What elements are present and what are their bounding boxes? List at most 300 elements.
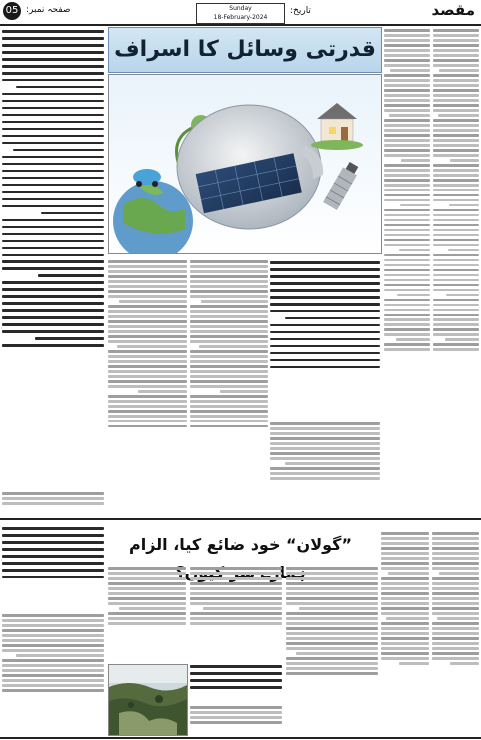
- text-line: [190, 385, 268, 388]
- text-line: [190, 375, 268, 378]
- text-line: [190, 572, 282, 575]
- text-line: [381, 537, 429, 540]
- text-line: [2, 142, 104, 145]
- text-line: [190, 370, 268, 373]
- text-line: [286, 667, 378, 670]
- text-line: [384, 229, 430, 232]
- text-line: [108, 280, 187, 283]
- text-line: [190, 420, 268, 423]
- text-line: [270, 432, 380, 435]
- text-line: [190, 577, 282, 580]
- text-line: [108, 310, 187, 313]
- text-line: [400, 204, 430, 207]
- text-line: [108, 270, 187, 273]
- text-line: [384, 309, 430, 312]
- text-line: [108, 410, 187, 413]
- text-line: [433, 44, 479, 47]
- text-line: [2, 527, 104, 530]
- text-line: [108, 405, 187, 408]
- text-line: [384, 119, 430, 122]
- text-line: [285, 317, 380, 320]
- text-line: [2, 100, 104, 103]
- text-line: [270, 472, 380, 475]
- text-line: [432, 537, 479, 540]
- text-line: [2, 497, 104, 500]
- text-line: [2, 107, 104, 110]
- text-line: [384, 139, 430, 142]
- text-line: [286, 637, 378, 640]
- text-line: [384, 314, 430, 317]
- text-line: [401, 159, 430, 162]
- text-line: [381, 577, 429, 580]
- text-line: [119, 607, 186, 610]
- text-line: [433, 304, 479, 307]
- text-line: [108, 622, 186, 625]
- text-line: [190, 622, 282, 625]
- text-line: [286, 592, 378, 595]
- text-line: [381, 612, 429, 615]
- text-line: [108, 365, 187, 368]
- text-line: [2, 93, 104, 96]
- text-line: [432, 552, 479, 555]
- text-line: [433, 174, 479, 177]
- article2-column-right-a: [381, 530, 429, 734]
- text-line: [270, 477, 380, 480]
- page-number-label: صفحہ نمبر:: [26, 5, 71, 15]
- text-line: [448, 249, 479, 252]
- text-line: [381, 592, 429, 595]
- text-line: [433, 144, 479, 147]
- text-line: [270, 352, 380, 355]
- text-line: [433, 259, 479, 262]
- text-line: [190, 295, 268, 298]
- text-line: [270, 261, 380, 264]
- text-line: [2, 684, 104, 687]
- text-line: [433, 104, 479, 107]
- article2-column-3: [286, 565, 378, 734]
- text-line: [270, 457, 380, 460]
- text-line: [381, 582, 429, 585]
- article1-intro-column: [2, 27, 104, 487]
- text-line: [433, 64, 479, 67]
- header-rule: [0, 24, 481, 26]
- text-line: [2, 65, 104, 68]
- text-line: [384, 318, 430, 321]
- text-line: [2, 58, 104, 61]
- text-line: [384, 39, 430, 42]
- text-line: [285, 462, 380, 465]
- text-line: [433, 194, 479, 197]
- text-line: [270, 275, 380, 278]
- text-line: [286, 567, 378, 570]
- text-line: [190, 612, 282, 615]
- text-line: [2, 260, 104, 263]
- text-line: [384, 189, 430, 192]
- text-line: [2, 156, 104, 159]
- text-line: [2, 226, 104, 229]
- text-line: [286, 612, 378, 615]
- text-line: [190, 587, 282, 590]
- text-line: [190, 360, 268, 363]
- text-line: [381, 607, 429, 610]
- text-line: [16, 654, 104, 657]
- text-line: [108, 350, 187, 353]
- text-line: [190, 320, 268, 323]
- text-line: [270, 427, 380, 430]
- day-text: Sunday: [229, 5, 252, 12]
- text-line: [384, 59, 430, 62]
- text-line: [108, 305, 187, 308]
- text-line: [190, 350, 268, 353]
- text-line: [381, 562, 429, 565]
- text-line: [190, 721, 282, 724]
- text-line: [270, 324, 380, 327]
- text-line: [108, 567, 186, 570]
- text-line: [2, 330, 104, 333]
- text-line: [108, 330, 187, 333]
- text-line: [270, 296, 380, 299]
- text-line: [384, 99, 430, 102]
- text-line: [270, 282, 380, 285]
- text-line: [270, 366, 380, 369]
- article1-column-left: [108, 258, 187, 514]
- text-line: [433, 99, 479, 102]
- text-line: [384, 64, 430, 67]
- text-line: [433, 314, 479, 317]
- text-line: [433, 169, 479, 172]
- text-line: [2, 534, 104, 537]
- text-line: [108, 592, 186, 595]
- text-line: [108, 325, 187, 328]
- article1-column-mid: [190, 258, 268, 514]
- text-line: [286, 632, 378, 635]
- text-line: [384, 209, 430, 212]
- text-line: [433, 184, 479, 187]
- text-line: [433, 274, 479, 277]
- text-line: [190, 380, 268, 383]
- text-line: [433, 343, 479, 346]
- text-line: [108, 572, 186, 575]
- text-line: [108, 355, 187, 358]
- text-line: [433, 154, 479, 157]
- text-line: [438, 114, 479, 117]
- text-line: [108, 265, 187, 268]
- text-line: [190, 395, 268, 398]
- text-line: [270, 303, 380, 306]
- text-line: [432, 597, 479, 600]
- text-line: [384, 239, 430, 242]
- text-line: [381, 587, 429, 590]
- text-line: [2, 170, 104, 173]
- text-line: [2, 555, 104, 558]
- text-line: [270, 447, 380, 450]
- text-line: [433, 84, 479, 87]
- text-line: [384, 279, 430, 282]
- text-line: [432, 587, 479, 590]
- text-line: [119, 300, 187, 303]
- text-line: [190, 711, 282, 714]
- text-line: [2, 644, 104, 647]
- footer-rule: [0, 737, 481, 739]
- text-line: [384, 264, 430, 267]
- text-line: [286, 577, 378, 580]
- text-line: [384, 174, 430, 177]
- text-line: [399, 249, 430, 252]
- text-line: [2, 689, 104, 692]
- text-line: [384, 54, 430, 57]
- text-line: [381, 652, 429, 655]
- text-line: [270, 338, 380, 341]
- text-line: [433, 323, 479, 326]
- text-line: [270, 345, 380, 348]
- page-header: [0, 0, 481, 24]
- text-line: [190, 315, 268, 318]
- text-line: [432, 542, 479, 545]
- text-line: [270, 467, 380, 470]
- text-line: [108, 315, 187, 318]
- text-line: [13, 149, 104, 152]
- text-line: [286, 617, 378, 620]
- text-line: [384, 84, 430, 87]
- text-line: [2, 316, 104, 319]
- text-line: [433, 244, 479, 247]
- text-line: [390, 69, 430, 72]
- text-line: [433, 318, 479, 321]
- text-line: [2, 569, 104, 572]
- text-line: [433, 309, 479, 312]
- page-number-badge: 05: [3, 2, 21, 20]
- text-line: [16, 86, 104, 89]
- article2-column-left: [2, 612, 104, 734]
- text-line: [384, 134, 430, 137]
- text-line: [384, 94, 430, 97]
- text-line: [384, 299, 430, 302]
- text-line: [433, 134, 479, 137]
- text-line: [439, 572, 479, 575]
- text-line: [384, 164, 430, 167]
- text-line: [381, 597, 429, 600]
- text-line: [2, 288, 104, 291]
- text-line: [2, 323, 104, 326]
- text-line: [381, 567, 429, 570]
- date-label: تاریخ:: [290, 6, 311, 16]
- text-line: [433, 109, 479, 112]
- text-line: [138, 390, 187, 393]
- text-line: [450, 662, 479, 665]
- text-line: [108, 360, 187, 363]
- text-line: [2, 344, 104, 347]
- text-line: [384, 169, 430, 172]
- article2-bold-column: [2, 524, 104, 608]
- text-line: [2, 267, 104, 270]
- text-line: [384, 219, 430, 222]
- newspaper-brand: مقصد: [431, 1, 475, 19]
- text-line: [203, 607, 282, 610]
- text-line: [270, 452, 380, 455]
- text-line: [117, 345, 187, 348]
- text-line: [190, 679, 282, 682]
- text-line: [433, 164, 479, 167]
- text-line: [2, 624, 104, 627]
- text-line: [432, 652, 479, 655]
- text-line: [108, 597, 186, 600]
- text-line: [108, 425, 187, 428]
- text-line: [190, 355, 268, 358]
- text-line: [190, 260, 268, 263]
- text-line: [384, 343, 430, 346]
- text-line: [384, 274, 430, 277]
- text-line: [384, 254, 430, 257]
- text-line: [2, 639, 104, 642]
- text-line: [2, 184, 104, 187]
- text-line: [432, 532, 479, 535]
- text-line: [433, 219, 479, 222]
- text-line: [108, 260, 187, 263]
- text-line: [108, 285, 187, 288]
- text-line: [432, 607, 479, 610]
- text-line: [433, 124, 479, 127]
- text-line: [384, 284, 430, 287]
- text-line: [2, 72, 104, 75]
- text-line: [433, 224, 479, 227]
- text-line: [270, 268, 380, 271]
- text-line: [384, 214, 430, 217]
- golan-landscape-photo: [108, 664, 188, 736]
- text-line: [108, 290, 187, 293]
- text-line: [384, 109, 430, 112]
- text-line: [190, 330, 268, 333]
- text-line: [433, 239, 479, 242]
- article1-headline: قدرتی وسائل کا اسراف: [108, 27, 382, 73]
- text-line: [2, 247, 104, 250]
- text-line: [2, 679, 104, 682]
- text-line: [433, 214, 479, 217]
- text-line: [381, 637, 429, 640]
- text-line: [2, 541, 104, 544]
- text-line: [108, 612, 186, 615]
- text-line: [108, 577, 186, 580]
- section-divider: [0, 518, 481, 520]
- text-line: [432, 612, 479, 615]
- text-line: [286, 647, 378, 650]
- text-line: [2, 198, 104, 201]
- text-line: [286, 672, 378, 675]
- text-line: [2, 629, 104, 632]
- text-line: [190, 706, 282, 709]
- text-line: [2, 619, 104, 622]
- text-line: [190, 270, 268, 273]
- text-line: [2, 51, 104, 54]
- text-line: [201, 300, 268, 303]
- text-line: [384, 184, 430, 187]
- text-line: [381, 532, 429, 535]
- text-line: [108, 415, 187, 418]
- text-line: [108, 617, 186, 620]
- text-line: [2, 205, 104, 208]
- text-line: [432, 592, 479, 595]
- text-line: [2, 659, 104, 662]
- text-line: [108, 420, 187, 423]
- text-line: [286, 587, 378, 590]
- text-line: [2, 634, 104, 637]
- text-line: [433, 234, 479, 237]
- text-line: [2, 664, 104, 667]
- text-line: [2, 30, 104, 33]
- text-line: [433, 254, 479, 257]
- text-line: [190, 415, 268, 418]
- text-line: [190, 425, 268, 428]
- text-line: [433, 189, 479, 192]
- text-line: [190, 405, 268, 408]
- text-line: [384, 259, 430, 262]
- article2-column-right-b: [432, 530, 479, 734]
- date-text: 18-February-2024: [213, 14, 268, 21]
- text-line: [384, 74, 430, 77]
- text-line: [433, 328, 479, 331]
- text-line: [190, 310, 268, 313]
- text-line: [389, 114, 430, 117]
- text-line: [433, 279, 479, 282]
- text-line: [384, 289, 430, 292]
- text-line: [381, 547, 429, 550]
- text-line: [108, 587, 186, 590]
- text-line: [108, 400, 187, 403]
- text-line: [381, 557, 429, 560]
- text-line: [190, 617, 282, 620]
- text-line: [2, 191, 104, 194]
- text-line: [449, 204, 479, 207]
- text-line: [2, 219, 104, 222]
- text-line: [286, 597, 378, 600]
- text-line: [433, 74, 479, 77]
- text-line: [108, 375, 187, 378]
- text-line: [190, 602, 282, 605]
- text-line: [432, 582, 479, 585]
- text-line: [108, 395, 187, 398]
- text-line: [381, 632, 429, 635]
- text-line: [2, 674, 104, 677]
- text-line: [433, 299, 479, 302]
- text-line: [433, 264, 479, 267]
- text-line: [384, 333, 430, 336]
- text-line: [445, 338, 479, 341]
- text-line: [439, 69, 479, 72]
- text-line: [190, 275, 268, 278]
- text-line: [108, 335, 187, 338]
- text-line: [432, 657, 479, 660]
- text-line: [384, 328, 430, 331]
- text-line: [433, 119, 479, 122]
- text-line: [432, 577, 479, 580]
- text-line: [190, 285, 268, 288]
- text-line: [432, 567, 479, 570]
- text-line: [190, 410, 268, 413]
- text-line: [397, 294, 430, 297]
- text-line: [388, 572, 429, 575]
- date-box: [196, 3, 285, 24]
- text-line: [286, 582, 378, 585]
- text-line: [286, 642, 378, 645]
- text-line: [190, 280, 268, 283]
- text-line: [2, 44, 104, 47]
- text-line: [2, 562, 104, 565]
- text-line: [190, 665, 282, 668]
- text-line: [296, 652, 378, 655]
- text-line: [384, 194, 430, 197]
- text-line: [270, 359, 380, 362]
- text-line: [2, 240, 104, 243]
- text-line: [190, 265, 268, 268]
